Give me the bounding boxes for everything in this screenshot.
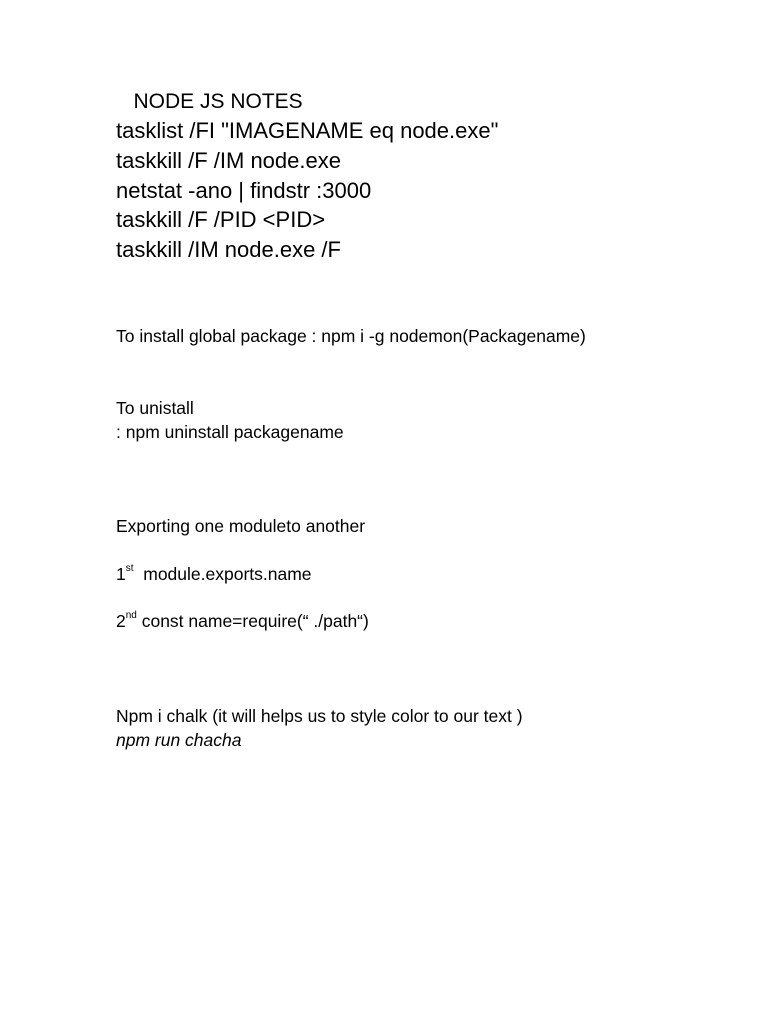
command-line-taskkill-force: taskkill /IM node.exe /F xyxy=(116,237,341,262)
install-global-note: To install global package : npm i -g nodemon(Packagename) xyxy=(116,326,586,346)
step-2-ordinal-suffix: nd xyxy=(125,610,137,621)
command-line-tasklist: tasklist /FI "IMAGENAME eq node.exe" xyxy=(116,118,499,143)
step-2-number: 2 xyxy=(116,611,126,631)
chalk-note: Npm i chalk (it will helps us to style color to our text ) xyxy=(116,706,523,726)
exporting-heading: Exporting one moduleto another xyxy=(116,516,366,536)
command-line-taskkill-pid: taskkill /F /PID <PID> xyxy=(116,207,326,232)
step-1-number: 1 xyxy=(116,564,126,584)
page-title: NODE JS NOTES xyxy=(116,90,303,113)
uninstall-command: : npm uninstall packagename xyxy=(116,422,344,442)
uninstall-heading: To unistall xyxy=(116,398,194,418)
command-line-taskkill-image: taskkill /F /IM node.exe xyxy=(116,148,341,173)
step-1-ordinal-suffix: st xyxy=(125,563,134,574)
step-1-text: module.exports.name xyxy=(133,564,312,584)
step-2-text: const name=require(“ ./path“) xyxy=(136,611,369,631)
step-1 xyxy=(116,563,312,584)
step-2 xyxy=(116,610,369,631)
command-line-netstat: netstat -ano | findstr :3000 xyxy=(116,178,372,203)
run-command: npm run chacha xyxy=(116,730,242,750)
